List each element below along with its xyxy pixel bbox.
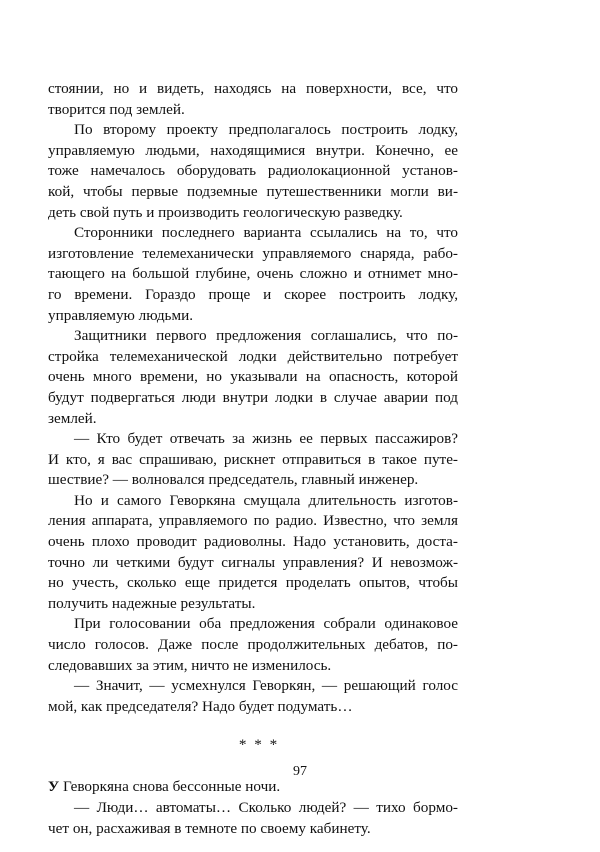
main-text-block (48, 79, 458, 717)
paragraph-line: стоянии, но и видеть, находясь на поверхности, все, что (48, 80, 458, 97)
paragraph-line: следовавших за этим, ничто не изменилось. (48, 656, 332, 674)
paragraph-line: — Значит, — усмехнулся Геворкян, — решающий голос (74, 677, 458, 695)
paragraph-line: стройка телемеханической лодки действительно потребует (48, 347, 458, 365)
paragraph-line: При голосовании оба предложения собрали одинаковое (74, 615, 458, 633)
paragraph-line: По второму проекту предполагалось построить лодку, (74, 121, 458, 139)
paragraph (48, 614, 458, 676)
paragraph-line: чет он, расхаживая в темноте по своему кабинету. (48, 819, 371, 837)
paragraph-line: управляемую людьми. (48, 306, 194, 324)
paragraph-line: кой, чтобы первые подземные путешественники могли ви- (48, 182, 458, 200)
paragraph-line: управляемую людьми, находящимися внутри. Конечно, ее (48, 141, 458, 159)
paragraph (48, 79, 458, 120)
section-two (48, 777, 458, 839)
page-number: 97 (293, 764, 307, 779)
paragraph-line (48, 777, 458, 798)
drop-letter: У (48, 778, 60, 796)
paragraph-line: И кто, я вас спрашиваю, рискнет отправиться в такое путе- (48, 450, 458, 468)
section-separator: * * * (238, 736, 280, 754)
paragraph-line: будут подвергаться люди внутри лодки в случае аварии под (48, 388, 458, 406)
paragraph (48, 491, 458, 615)
paragraph-line: го времени. Гораздо проще и скорее построить лодку, (48, 285, 458, 303)
paragraph-line: Но и самого Геворкяна смущала длительность изготов- (74, 491, 458, 509)
paragraph (48, 676, 458, 717)
paragraph (48, 223, 458, 326)
paragraph-line: очень много времени, но указывали на опасность, которой (48, 368, 458, 386)
page-text (48, 79, 458, 839)
paragraph-line: точно ли четкими будут сигналы управления? И невозмож- (48, 553, 458, 571)
paragraph-line: изготовление телемеханически управляемого снаряда, рабо- (48, 244, 458, 262)
paragraph-line: тоже намечалось оборудовать радиолокационной установ- (48, 162, 458, 180)
paragraph-line: очень плохо проводит радиоволны. Надо установить, доста- (48, 533, 458, 551)
paragraph-line: шествие? — волновался председатель, главный инженер. (48, 471, 419, 489)
paragraph-line: — Люди… автоматы… Сколько людей? — тихо бормо- (74, 799, 458, 816)
paragraph-line: Сторонники последнего варианта ссылались на то, что (74, 224, 458, 242)
paragraph (48, 120, 458, 223)
paragraph-line: тающего на большой глубине, очень сложно и отнимет мно- (48, 265, 458, 283)
paragraph-line: получить надежные результаты. (48, 594, 256, 612)
paragraph-line: творится под землей. (48, 100, 185, 118)
paragraph-line: деть свой путь и производить геологическую разведку. (48, 203, 403, 221)
paragraph-line: но учесть, сколько еще придется проделать опытов, чтобы (48, 574, 458, 592)
paragraph-line: мой, как председателя? Надо будет подумать… (48, 697, 353, 715)
paragraph-line: землей. (48, 409, 97, 427)
paragraph (48, 429, 458, 491)
paragraph-line: число голосов. Даже после продолжительных дебатов, по- (48, 636, 458, 654)
paragraph-line: ления аппарата, управляемого по радио. Известно, что земля (48, 512, 458, 530)
first-line-text: Геворкяна снова бессонные ночи. (59, 778, 281, 796)
paragraph (48, 326, 458, 429)
paragraph-line: Защитники первого предложения соглашались, что по- (74, 327, 458, 345)
paragraph-line: — Кто будет отвечать за жизнь ее первых пассажиров? (74, 430, 458, 448)
